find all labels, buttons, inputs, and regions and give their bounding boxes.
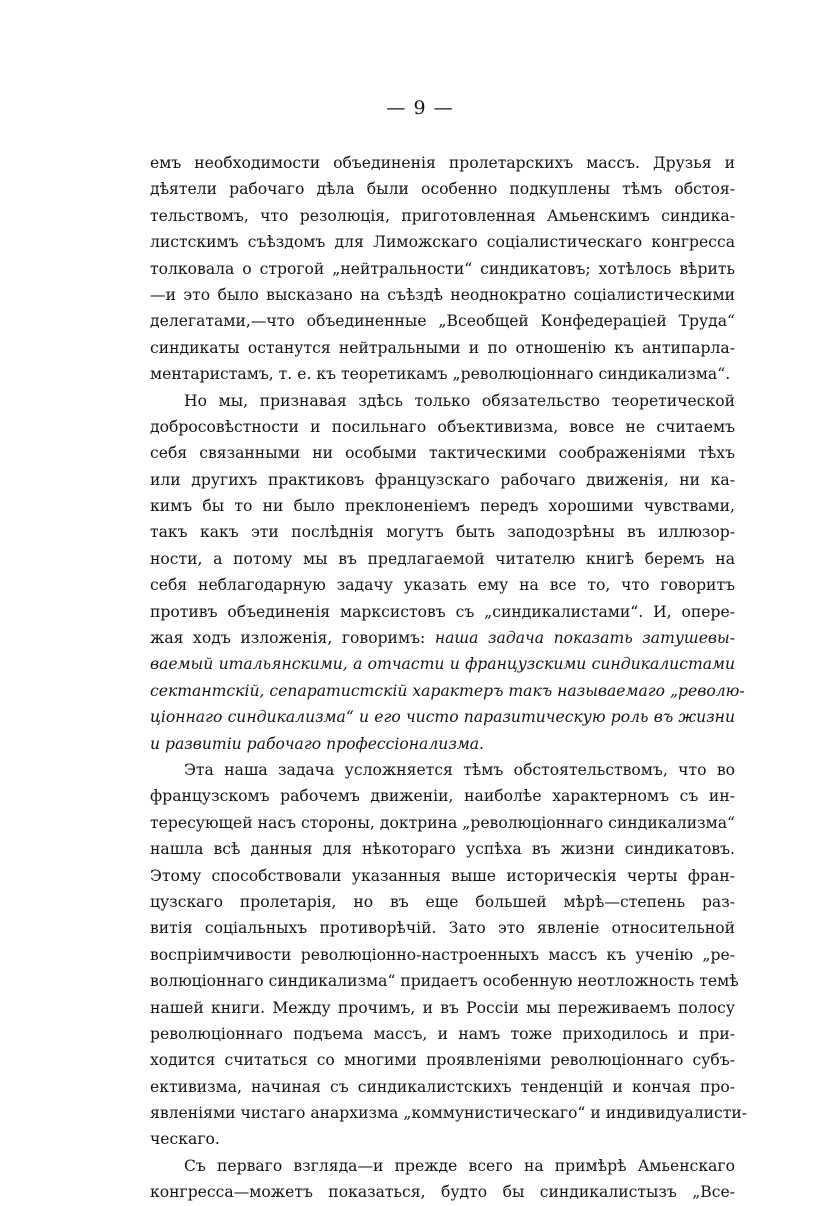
text-line: или другихъ практиковъ французскаго рабочаго движенія, ни ка- [150,470,735,489]
text-line: революціоннаго подъема массъ, и намъ тоже приходилось и при- [150,1024,735,1043]
text-line: добросовѣстности и посильнаго объективизма, вовсе не считаемъ [150,417,735,436]
text-line: —и это было высказано на съѣздѣ неоднократно соціалистическими [150,285,735,304]
text-line: ективизма, начиная съ синдикалистскихъ тенденцій и кончая про- [150,1077,735,1096]
text-line-mixed [150,625,735,651]
text-line: Этому способствовали указанныя выше историческія черты фран- [150,866,735,885]
italic-span: наша задача показать затушевы- [434,629,735,648]
italic-line: сектантскій, сепаратистскій характеръ такъ называемаго „револю- [150,681,745,700]
text-line: тельствомъ, что резолюція, приготовленная Амьенскимъ синдика- [150,206,735,225]
text-line: явленіями чистаго анархизма „коммунистическаго“ и индивидуалисти- [150,1104,748,1123]
text-line: синдикаты останутся нейтральными и по отношенію къ антипарла- [150,338,735,357]
text-line: нашла всѣ данныя для нѣкотораго успѣха въ жизни синдикатовъ. [150,840,735,859]
text-span: жая ходъ изложенія, говоримъ: [150,629,426,648]
page-number: — 9 — [386,97,454,119]
text-line: емъ необходимости объединенія пролетарскихъ массъ. Друзья и [150,154,735,172]
italic-line: ціоннаго синдикализма“ и его чисто паразитическую роль въ жизни [150,708,735,727]
text-line: ности, а потому мы въ предлагаемой читателю книгѣ беремъ на [150,549,735,568]
text-line: дѣятели рабочаго дѣла были особенно подкуплены тѣмъ обстоя- [150,180,735,199]
text-line: французскомъ рабочемъ движеніи, наиболѣе характерномъ съ ин- [150,787,735,806]
text-line: волюціоннаго синдикализма“ придаетъ особенную неотложность темѣ [150,972,739,991]
text-line: делегатами,—что объединенные „Всеобщей Конфедераціей Труда“ [150,312,735,331]
text-line: листскимъ съѣздомъ для Лиможскаго соціалистическаго конгресса [150,233,735,252]
text-line: нашей книги. Между прочимъ, и въ Россіи мы переживаемъ полосу [150,998,735,1017]
text-line: ментаристамъ, т. е. къ теоретикамъ „революціоннаго синдикализма“. [150,365,731,384]
text-line: ходится считаться со многими проявленіями революціоннаго субъ- [150,1051,735,1070]
text-line: тересующей насъ стороны, доктрина „революціоннаго синдикализма“ [150,813,735,832]
text-line: себя связанными ни особыми тактическими соображеніями тѣхъ [150,444,735,463]
text-line: цузскаго пролетарія, но въ еще большей мѣрѣ—степень раз- [150,892,735,911]
text-line: противъ объединенія марксистовъ съ „синдикалистами“. И, опере- [150,602,735,621]
text-line: толковала о строгой „нейтральности“ синдикатовъ; хотѣлось вѣрить [150,259,735,278]
text-line: воспріимчивости революціонно-настроенныхъ массъ къ ученію „ре- [150,945,735,964]
body-text [150,150,748,1206]
text-line: Съ перваго взгляда—и прежде всего на примѣрѣ Амьенскаго [184,1156,735,1175]
text-line: Эта наша задача усложняется тѣмъ обстоятельствомъ, что во [184,760,735,779]
text-line: витія соціальныхъ противорѣчій. Зато это явленіе относительной [150,919,735,938]
text-line: ческаго. [150,1130,220,1149]
italic-line: и развитіи рабочаго профессіонализма. [150,734,485,753]
text-line: кимъ бы то ни было преклоненіемъ передъ хорошими чувствами, [150,497,735,516]
text-line: Но мы, признавая здѣсь только обязательство теоретической [184,391,735,410]
text-line: такъ какъ эти послѣднія могутъ быть заподозрѣны въ иллюзор- [150,523,735,542]
text-line: себя неблагодарную задачу указать ему на все то, что говоритъ [150,576,735,595]
text-line: конгресса—можетъ показаться, будто бы синдикалистызъ „Все- [150,1183,735,1202]
italic-line: ваемый итальянскими, а отчасти и французскими синдикалистами [150,655,735,674]
